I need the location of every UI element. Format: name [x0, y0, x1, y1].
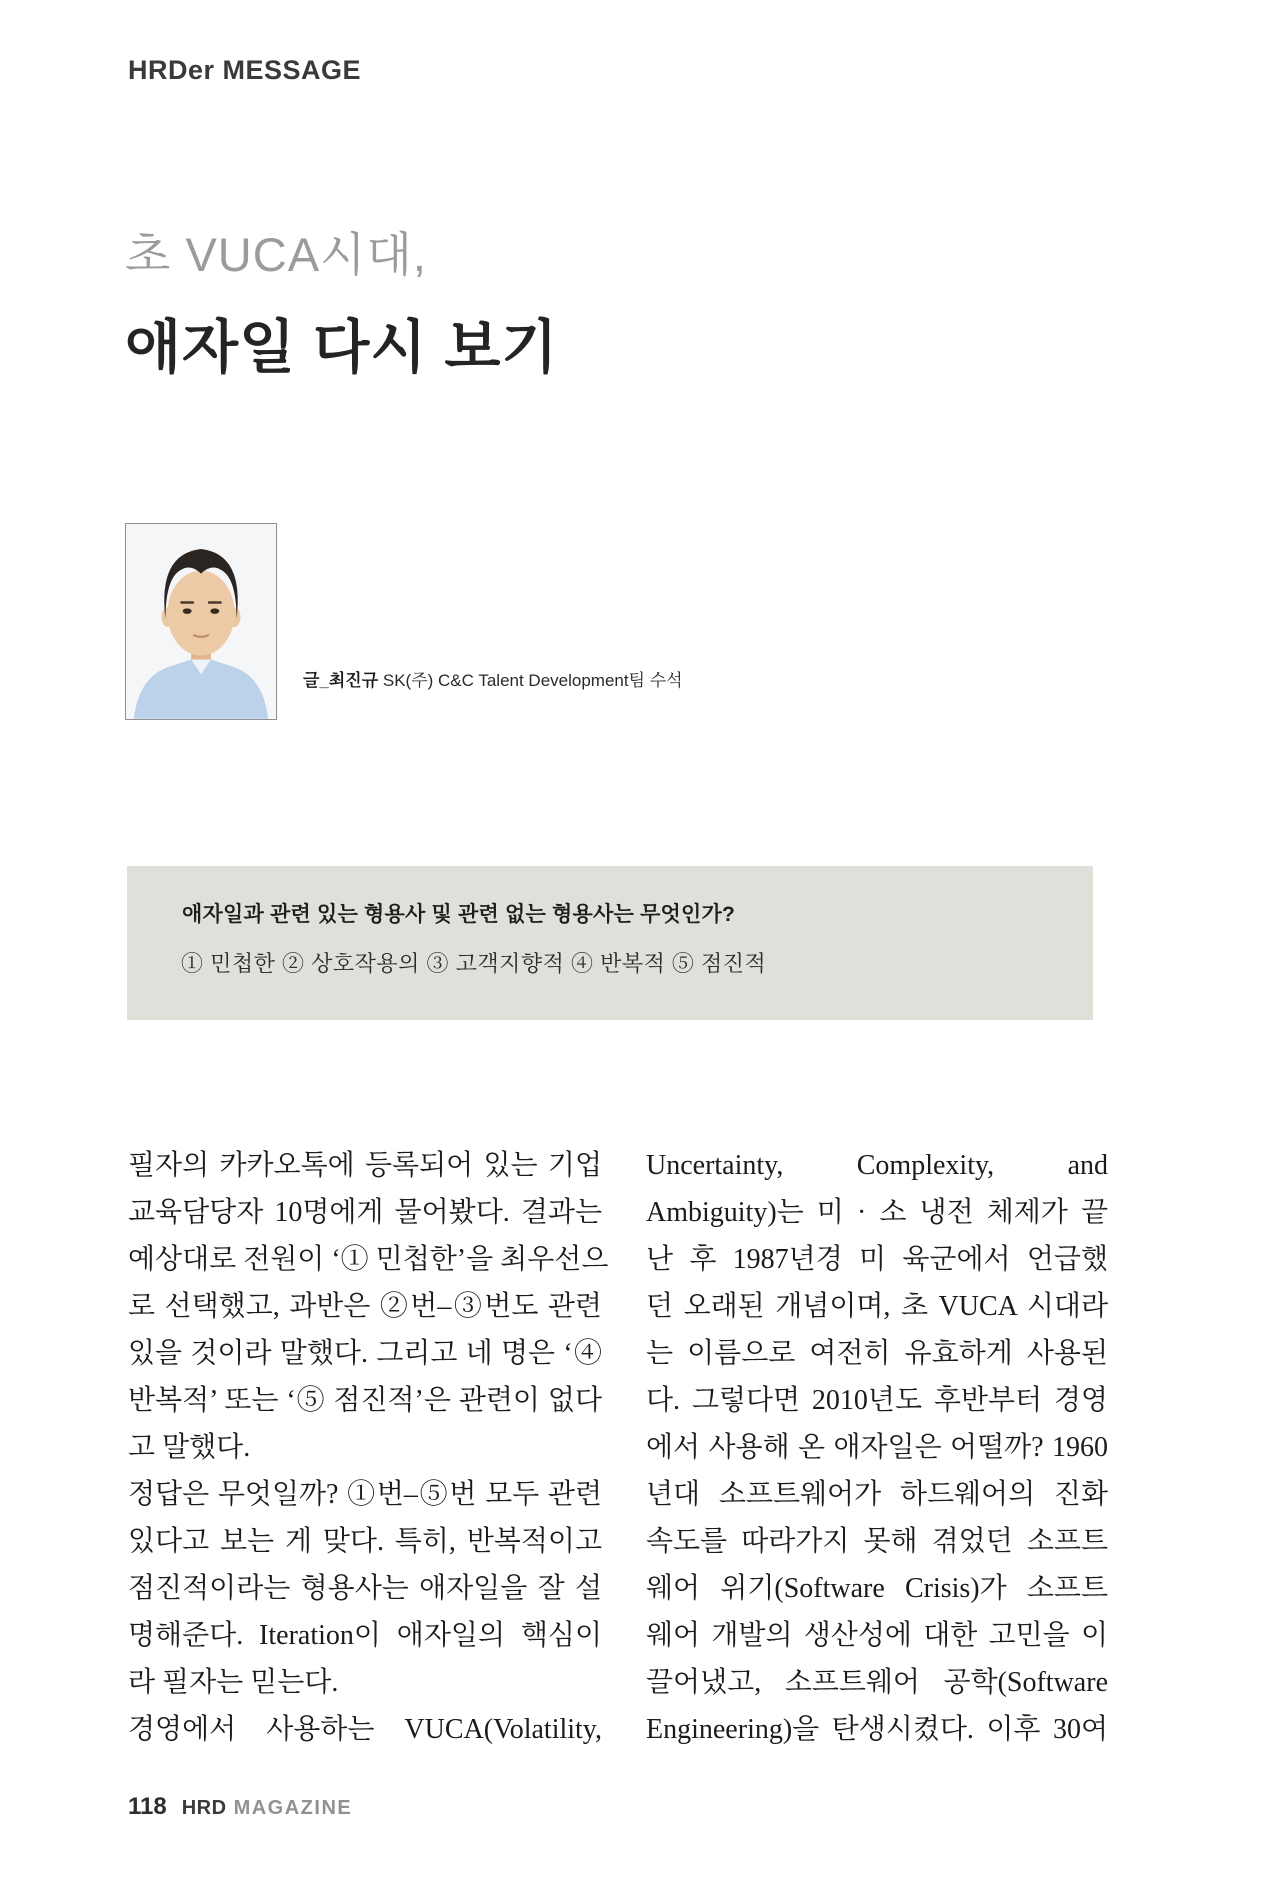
byline-affiliation: SK(주) C&C Talent Development팀 수석: [378, 671, 683, 690]
quiz-options: ① 민첩한 ② 상호작용의 ③ 고객지향적 ④ 반복적 ⑤ 점진적: [181, 951, 767, 976]
body-text-line: 교육담당자 10명에게 물어봤다. 결과는: [128, 1197, 602, 1228]
body-text-line: 난 후 1987년경 미 육군에서 언급했: [646, 1244, 1108, 1275]
body-text-line: 반복적’ 또는 ‘⑤ 점진적’은 관련이 없다: [128, 1385, 602, 1416]
magazine-name-hrd: HRD: [181, 1797, 227, 1819]
body-text-line: 점진적이라는 형용사는 애자일을 잘 설: [128, 1573, 602, 1604]
body-text-line: 예상대로 전원이 ‘① 민첩한’을 최우선으: [128, 1244, 609, 1275]
body-text-line: 에서 사용해 온 애자일은 어떨까? 1960: [646, 1432, 1108, 1463]
quiz-question: 애자일과 관련 있는 형용사 및 관련 없는 형용사는 무엇인가?: [182, 903, 735, 926]
page-number: 118: [128, 1793, 167, 1820]
page-footer: [128, 1793, 352, 1821]
body-text-line: 속도를 따라가지 못해 겪었던 소프트: [646, 1526, 1108, 1557]
article-title-line2: 애자일 다시 보기: [125, 315, 559, 380]
body-text-line: 필자의 카카오톡에 등록되어 있는 기업: [128, 1150, 602, 1181]
article-title-line1: 초 VUCA시대,: [125, 228, 427, 281]
body-text-line: 는 이름으로 여전히 유효하게 사용된: [646, 1338, 1108, 1369]
magazine-name-magazine: MAGAZINE: [233, 1797, 353, 1819]
body-text-line: 경영에서 사용하는 VUCA(Volatility,: [128, 1714, 602, 1745]
body-text-line: 고 말했다.: [128, 1432, 251, 1463]
byline-author: 글_최진규: [303, 671, 379, 690]
body-text-line: 던 오래된 개념이며, 초 VUCA 시대라: [646, 1291, 1108, 1322]
body-text-line: Ambiguity)는 미 · 소 냉전 체제가 끝: [646, 1197, 1108, 1228]
body-text-line: 웨어 개발의 생산성에 대한 고민을 이: [646, 1620, 1108, 1651]
body-text-line: 있다고 보는 게 맞다. 특히, 반복적이고: [128, 1526, 602, 1557]
body-text-line: 라 필자는 믿는다.: [128, 1667, 339, 1698]
body-text-line: Uncertainty, Complexity, and: [646, 1150, 1108, 1181]
body-text-line: 년대 소프트웨어가 하드웨어의 진화: [646, 1479, 1108, 1510]
byline: [303, 666, 683, 691]
section-kicker: HRDer MESSAGE: [128, 55, 362, 85]
body-text-line: 있을 것이라 말했다. 그리고 네 명은 ‘④: [128, 1338, 602, 1369]
quiz-box: [127, 866, 1093, 1020]
author-photo: [125, 523, 277, 720]
body-column-left: [128, 1142, 609, 1753]
body-text-line: 끌어냈고, 소프트웨어 공학(Software: [646, 1667, 1108, 1698]
body-text-line: Engineering)을 탄생시켰다. 이후 30여: [646, 1714, 1108, 1745]
author-portrait-illustration: [126, 524, 276, 719]
body-text-line: 웨어 위기(Software Crisis)가 소프트: [646, 1573, 1108, 1604]
body-text-line: 로 선택했고, 과반은 ②번–③번도 관련: [128, 1291, 602, 1322]
body-text-line: 정답은 무엇일까? ①번–⑤번 모두 관련: [128, 1479, 602, 1510]
body-column-right: [646, 1142, 1108, 1753]
body-text-line: 명해준다. Iteration이 애자일의 핵심이: [128, 1620, 602, 1651]
body-text-line: 다. 그렇다면 2010년도 후반부터 경영: [646, 1385, 1108, 1416]
